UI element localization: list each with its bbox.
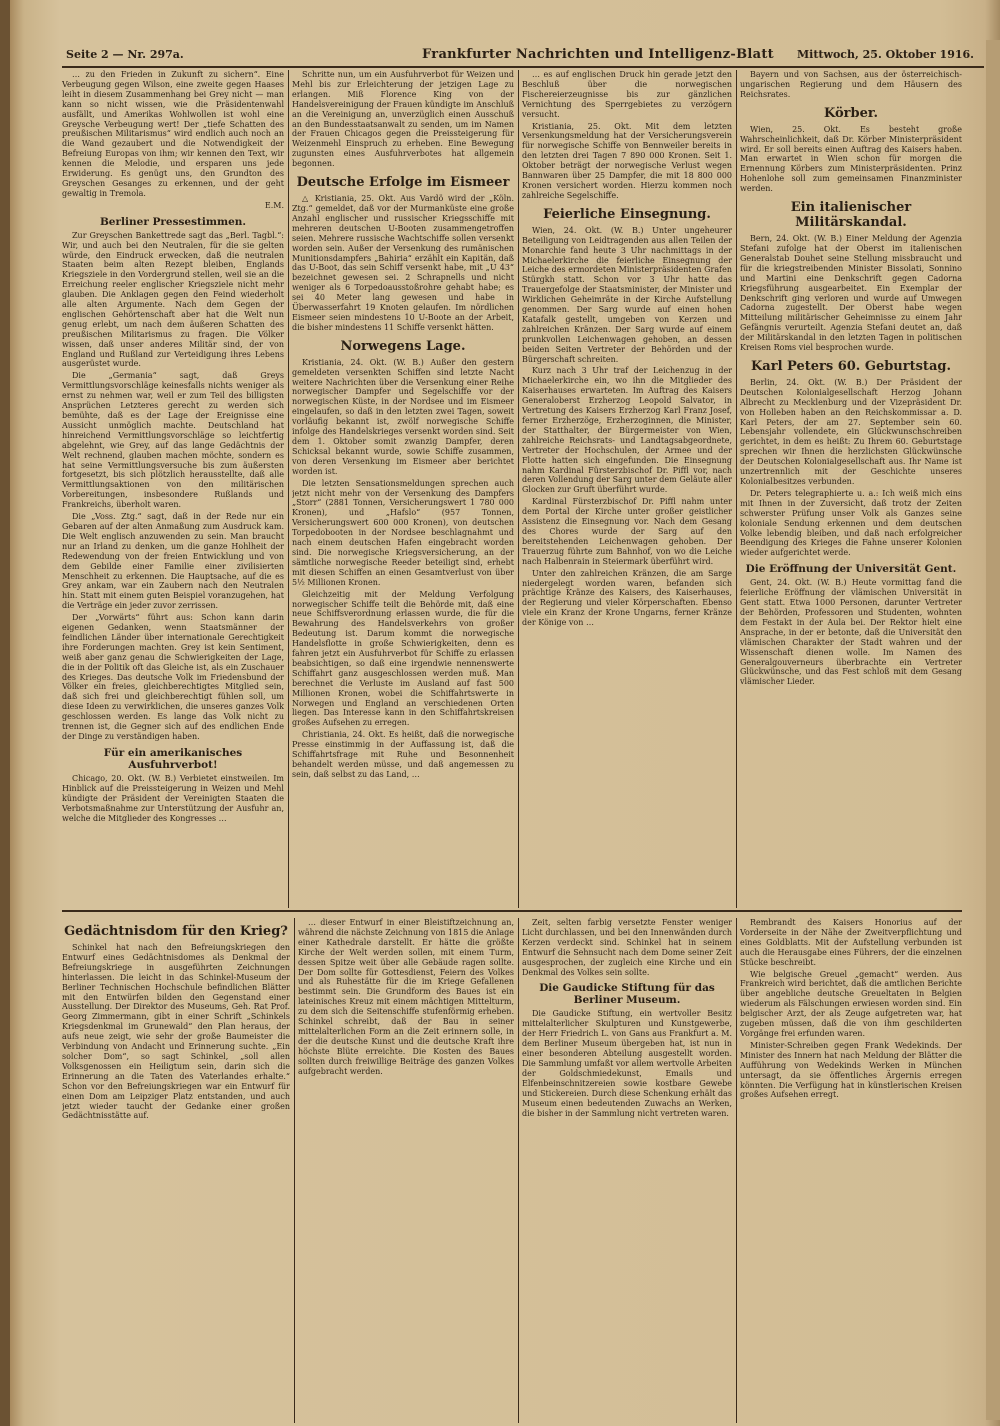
article-heading: Berliner Pressestimmen.: [99, 215, 247, 228]
article-text: Kristiania, 24. Okt. (W. B.) Außer den gestern gemeldeten versenkten Schiffen sind letzte Nacht weitere Nachrichten über die Versenkung einer Reihe norwegischer Dampfer und Segelschiffe vor der norwegischen Küste, in der Nordsee und im Eismeer eingelaufen, so daß in den letzten zwei Tagen, soweit vorläufig bekannt ist, zwölf norwegische Schiffe infolge des Handelskrieges versenkt worden sind. Seit dem 1. Oktober somit zwanzig Dampfer, deren Schicksal bekannt wurde, sowie Schiffe zusammen, von deren Versenkung im Eismeer aber berichtet worden ist.: [292, 357, 514, 476]
article-text: … dieser Entwurf in einer Bleistiftzeichnung an, während die nächste Zeichnung von 1815 die Anlage einer Kathedrale darstellt. Er hätte die größte Kirche der Welt werden sollen, mit einem Turm, dessen Spitze weit über alle Gebäude ragen sollte. Der Dom sollte für Gottesdienst, Feiern des Volkes und als Ruhestätte für die im Kriege Gefallenen bestimmt sein. Die Grundform des Baues ist ein lateinisches Kreuz mit einem mächtigen Mittelturm, zu dem sich die Seitenschiffe stufenförmig erheben. Schinkel schreibt, daß der Bau in seiner mittelalterlichen Form an die Zeit erinnern solle, in der die deutsche Kunst und die deutsche Kraft ihre höchste Blüte erreichte. Die Kosten des Baues sollten durch freiwillige Beiträge des ganzen Volkes aufgebracht werden.: [298, 918, 514, 1076]
article-text: Gleichzeitig mit der Meldung Verfolgung norwegischer Schiffe teilt die Behörde mit, daß eine neue Schiffsverordnung erlassen wurde, die für die Bewahrung des Handelsverkehrs von großer Bedeutung ist. Darum kommt die norwegische Handelsflotte in große Schwierigkeiten, denn es fahren jetzt ein Ausfuhrverbot für Schiffe zu erlassen beabsichtigen, so daß eine irgendwie nennenswerte Schiffahrt ganz ausgeschlossen werden muß. Man berechnet die Verluste im Ausland auf fast 500 Millionen Kronen, wobei die Schiffahrtswerte in Norwegen und England an verschiedenen Orten liegen. Das Interesse kann in den Schiffahrtskreisen großes Aufsehen zu erregen.: [292, 589, 514, 728]
article-text: Kristiania, 25. Okt. Mit dem letzten Versenkungsmeldung hat der Versicherungsverein für norwegische Schiffe von Bennweiler bereits in den letzten drei Tagen 7 890 000 Kronen. Seit 1. Oktober beträgt der norwegische Verlust wegen Bannwaren über 25 Dampfer, die mit 18 800 000 Kronen versichert worden. Hierzu kommen noch zahlreiche Segelschiffe.: [522, 121, 732, 200]
section-divider: [62, 910, 962, 912]
article-text: Schinkel hat nach den Befreiungskriegen den Entwurf eines Gedächtnisdomes als Denkmal der Befreiungskriege in ausgeführten Zeichnungen hinterlassen. Die leicht in das Schinkel-Museum der Berliner Technischen Hochschule befindlichen Blätter mit den Entwürfen bilden den Gegenstand einer Ausstellung. Der Direktor des Museums, Geh. Rat Prof. Georg Zimmermann, gibt in einer Schrift „Schinkels Kriegsdenkmal im Grunewald“ den Plan heraus, der aufs neue zeigt, wie sehr der große Baumeister die Verbindung von Andacht und Erinnerung suchte. „Ein solcher Dom“, so sagt Schinkel, „soll allen Volksgenossen ein Heiligtum sein, darin sich die Erinnerung an die Taten des Vaterlandes erhalte.“ Schon vor den Befreiungskriegen war ein Entwurf für einen Dom am Leipziger Platz entstanden, und auch jetzt wieder taucht der Gedanke einer großen Gedächtnisstätte auf.: [62, 943, 290, 1121]
article-text: Der „Vorwärts“ führt aus: Schon kann darin eigenen Gedanken, wenn Staatsmänner der feindlichen Länder über internationale Gerechtigkeit ihre Forderungen machten. Grey ist kein Sentiment, weiß aber ganz genau die Schwierigkeiten der Lage, die in der Politik oft das Gleiche ist, als ein Zuschauer des Krieges. Das deutsche Volk im Friedensbund der Völker ein freies, gleichberechtigtes Mitglied sein, daß sich frei und gleichberechtigt fühlen soll, um diese Ideen zu verwirklichen, die unseres ganzes Volk geschlossen werden. Es lange das Volk nicht zu trennen ist, die Gegner sich auf des endlichen Ende der Dinge zu verständigen haben.: [62, 613, 284, 741]
column-4: [740, 70, 962, 908]
article-text: Schritte nun, um ein Ausfuhrverbot für Weizen und Mehl bis zur Erleichterung der jetzigen Lage zu erlangen. Miß Florence King von der Handelsvereinigung der Frauen kündigte im Anschluß an die Vereinigung an, unverzüglich einen Ausschuß an den Bundesstaatsanwalt zu senden, um im Namen der Frauen Chicagos gegen die Preissteigerung für Weizenmehl Einspruch zu erheben. Eine Bewegung zugunsten eines Ausfuhrverbotes hat allgemein begonnen.: [292, 70, 514, 169]
article-text: Gent, 24. Okt. (W. B.) Heute vormittag fand die feierliche Eröffnung der vlämischen Universität in Gent statt. Etwa 1000 Personen, darunter Vertreter der Behörden, Professoren und Studenten, wohnten dem Festakt in der Aula bei. Der Rektor hielt eine Ansprache, in der er betonte, daß die Universität den vlämischen Charakter der Stadt wahren und der Wissenschaft dienen wolle. Im Namen des Generalgouverneurs überbrachte ein Vertreter Glückwünsche, und das Fest schloß mit dem Gesang vlämischer Lieder.: [740, 578, 962, 687]
article-heading: Karl Peters 60. Geburtstag.: [751, 358, 951, 374]
column-rule: [736, 70, 737, 908]
article-text: Kardinal Fürsterzbischof Dr. Piffl nahm unter dem Portal der Kirche unter großer geistlicher Assistenz die Einsegnung vor. Nach dem Gesang des Chores wurde der Sarg auf den bereitstehenden Leichenwagen gehoben. Der Trauerzug führte zum Bahnhof, von wo die Leiche nach Halbenrain in Steiermark überführt wird.: [522, 497, 732, 566]
article-text: Die letzten Sensationsmeldungen sprechen auch jetzt nicht mehr von der Versenkung des Dampfers „Storr“ (2881 Tonnen, Versicherungswert 1 780 000 Kronen), und „Hafslo“ (957 Tonnen, Versicherungswert 600 000 Kronen), von deutschen Torpedobooten in der Nordsee beschlagnahmt und nach einem deutschen Hafen eingebracht worden sind. Die norwegische Kriegsversicherung, an der sämtliche norwegische Reeder beteiligt sind, erhebt mit diesen Schiffen an einen Gesamtverlust von über 5½ Millionen Kronen.: [292, 478, 514, 587]
feuilleton-column-2: [298, 918, 514, 1423]
column-rule: [518, 70, 519, 908]
book-spine: [0, 0, 10, 1426]
article-heading: Feierliche Einsegnung.: [543, 206, 711, 222]
article-text: … es auf englischen Druck hin gerade jetzt den Beschluß über die norwegischen Fischereierzeugnisse bis zur gänzlichen Vernichtung des Sperrgebietes zu verzögern versucht.: [522, 70, 732, 119]
page-header: [62, 44, 984, 68]
article-text: Die „Germania“ sagt, daß Greys Vermittlungsvorschläge keinesfalls nichts weniger als ernst zu nehmen war, weil er zum Teil des billigsten Ansprüchen Letzteres gerecht zu werden sich bemühte, daß es der Lage der Ereignisse eine Aussicht unmöglich machte. Deutschland hat hinreichend Vermittlungsvorschläge so leichtfertig abgelehnt, wie Grey, auf das lange Gedächtnis der Welt rechnend, glauben machen möchte, sondern es hat seine Vermittlungsversuche bis zum äußersten fortgesetzt, bis sich plötzlich herausstellte, daß alle Vermittlungsaktionen von den militärischen Vorbereitungen, insbesondere Rußlands und Frankreichs, überholt waren.: [62, 371, 284, 510]
article-text: Wien, 24. Okt. (W. B.) Unter ungeheurer Beteiligung von Leidtragenden aus allen Teilen der Monarchie fand heute 3 Uhr nachmittags in der Michaelerkirche die feierliche Einsegnung der Leiche des ermordeten Ministerpräsidenten Grafen Stürgkh statt. Schon vor 3 Uhr hatte das Trauergefolge der Staatsminister, der Minister und Wirklichen Geheimräte in der Kirche Aufstellung genommen. Der Sarg wurde auf einen hohen Katafalk gestellt, umgeben von Kerzen und zahlreichen Kränzen. Der Sarg wurde auf einem prunkvollen Leichenwagen gehoben, an dessen beiden Seiten Vertreter der Behörden und der Bürgerschaft schreiten.: [522, 225, 732, 364]
column-rule: [288, 70, 289, 908]
article-heading: Deutsche Erfolge im Eismeer: [296, 175, 510, 191]
feuilleton-column-4: [740, 918, 962, 1423]
issue-date: Mittwoch, 25. Oktober 1916.: [796, 48, 974, 61]
article-text: Rembrandt des Kaisers Honorius auf der Vorderseite in der Nähe der Zweitverpflichtung und eines Goldblatts. Mit der Aufstellung verbunden ist auch die Herausgabe eines Führers, der die einzelnen Stücke beschreibt.: [740, 918, 962, 967]
article-text: … zu den Frieden in Zukunft zu sichern“. Eine Verbeugung gegen Wilson, eine zweite gegen Haases leiht in diesem Zusammenhang bei Grey nicht — man kann so nicht wissen, wie die Präsidentenwahl ausfällt, und Amerikas Wohlwollen ist wohl eine Greysche Verbeugung wert! Der „tiefe Schatten des preußischen Militarismus“ wird endlich auch noch an die Wand gezaubert und die Notwendigkeit der Befreiung Europas von ihm; wir kennen den Text, wir kennen die Melodie, und ersparen uns jede Erwiderung. Es genügt uns, den Grundton des Greyschen Gesanges zu erkennen, und der geht gewaltig in Tremola.: [62, 70, 284, 198]
column-rule: [518, 918, 519, 1423]
article-text: △ Kristiania, 25. Okt. Aus Vardö wird der „Köln. Ztg.“ gemeldet, daß vor der Murmanküste eine große Anzahl englischer und russischer Kriegsschiffe mit mehreren deutschen U-Booten zusammengetroffen seien. Mehrere russische Wachtschiffe sollen versenkt worden sein. Außer der Versenkung des rumänischen Munitionsdampfers „Bahiria“ erzählt ein Kapitän, daß das U-Boot, das sein Schiff versenkt habe, mit „U 43“ bezeichnet gewesen sei. 2 Schrapnells und nicht weniger als 6 Torpedoausstoßrohre gehabt habe; es sei 40 Meter lang gewesen und habe in Überwasserfahrt 19 Knoten gelaufen. Im nördlichen Eismeer seien mindestens 10 U-Boote an der Arbeit, die bisher mindestens 11 Schiffe versenkt hätten.: [292, 194, 514, 332]
column-1: [62, 70, 284, 908]
author-signature: E.M.: [264, 200, 284, 210]
page-edge: [986, 40, 1000, 1420]
article-heading: Körber.: [823, 105, 879, 121]
article-text: Zeit, selten farbig versetzte Fenster weniger Licht durchlassen, und bei den Innenwänden durch Kerzen verdeckt sind. Schinkel hat in seinem Entwurf die Sehnsucht nach dem Dome seiner Zeit ausgesprochen, der zugleich eine Kirche und ein Denkmal des Volkes sein sollte.: [522, 918, 732, 977]
article-heading: Die Eröffnung der Universität Gent.: [745, 563, 957, 576]
article-text: Bayern und von Sachsen, aus der österreichisch-ungarischen Regierung und dem Häusern des Reichsrates.: [740, 70, 962, 99]
article-text: Chicago, 20. Okt. (W. B.) Verbietet einstweilen. Im Hinblick auf die Preissteigerung in Weizen und Mehl kündigte der Präsident der Vereinigten Staaten die Verbotsmaßnahme zur Unterstützung der Ausfuhr an, welche die Mitglieder des Kongresses …: [62, 773, 284, 823]
article-text: Christiania, 24. Okt. Es heißt, daß die norwegische Presse einstimmig in der Auffassung ist, daß die Schiffahrtsfrage mit Ruhe und Besonnenheit behandelt werden müsse, und daß angemessen zu sein, daß selbst zu das Land, …: [292, 730, 514, 779]
article-text: Minister-Schreiben gegen Frank Wedekinds. Der Minister des Innern hat nach Meldung der Blätter die Aufführung von Wedekinds Werken in München untersagt, da sie öffentliches Ärgernis erregen könnten. Die Verfügung hat in künstlerischen Kreisen großes Aufsehen erregt.: [740, 1040, 962, 1100]
article-text: Wien, 25. Okt. Es besteht große Wahrscheinlichkeit, daß Dr. Körber Ministerpräsident wird. Er soll bereits einen Auftrag des Kaisers haben. Man erwartet in Wien schon für morgen die Ernennung Körbers zum Ministerpräsidenten. Prinz Hohenlohe soll zum gemeinsamen Finanzminister werden.: [740, 124, 962, 194]
column-3: [522, 70, 732, 908]
article-heading: Die Gaudicke Stiftung für das Berliner Museum.: [539, 982, 715, 1007]
article-text: Wie belgische Greuel „gemacht“ werden. Aus Frankreich wird berichtet, daß die amtlichen Berichte über angebliche deutsche Greueltaten in Belgien wiederum als Fälschungen erwiesen worden sind. Ein belgischer Arzt, der als Zeuge aufgetreten war, hat zugeben müssen, daß die von ihm geschilderten Vorgänge frei erfunden waren.: [740, 969, 962, 1038]
column-2: [292, 70, 514, 908]
column-rule: [736, 918, 737, 1423]
article-text: Die Gaudicke Stiftung, ein wertvoller Besitz mittelalterlicher Skulpturen und Kunstgewerbe, der Herr Friedrich L. von Gans aus Frankfurt a. M. dem Berliner Museum übergeben hat, ist nun in einer besonderen Abteilung ausgestellt worden. Die Sammlung umfaßt vor allem wertvolle Arbeiten der Goldschmiedekunst, Emails und Elfenbeinschnitzereien sowie kostbare Gewebe und Stickereien. Durch diese Schenkung erhält das Museum einen bedeutenden Zuwachs an Werken, die bisher in der Sammlung nicht vertreten waren.: [522, 1009, 732, 1118]
article-text: Bern, 24. Okt. (W. B.) Einer Meldung der Agenzia Stefani zufolge hat der Oberst im italienischen Generalstab Douhet seine Stellung missbraucht und für die kriegstreibenden Minister Bissolati, Sonnino und Martini eine Denkschrift gegen Cadorna Kriegsführung ausgearbeitet. Ein Exemplar der Denkschrift ging verloren und wurde auf Umwegen Cadorna zugestellt. Der Oberst habe wegen Mitteilung militärischer Geheimnisse zu einem Jahr Gefängnis verurteilt. Agenzia Stefani deutet an, daß der Militärskandal in den letzten Tagen in politischen Kreisen Roms viel besprochen wurde.: [740, 234, 962, 353]
article-text: Unter den zahlreichen Kränzen, die am Sarge niedergelegt worden waren, befanden sich prächtige Kränze des Kaisers, des Kaiserhauses, der Regierung und vieler Körperschaften. Ebenso viele ein Kranz der Krone Ungarns, ferner Kränze der Könige von …: [522, 568, 732, 628]
feuilleton-column-1: [62, 918, 290, 1423]
article-text: Zur Greyschen Bankettrede sagt das „Berl. Tagbl.“: Wir, und auch bei den Neutralen, für die sie gelten würde, den Eindruck erwecken, daß die neutralen Staaten beim alten Rezept bleiben, Englands Kriegsziele in den Vordergrund stellen, weil sie an die Erreichung reeler englischer Kriegsziele nicht mehr glauben. Die Anklagen gegen den Feind wiederholt alle alten Argumente. Nach dem Gegen der englischen Gehörtenschaft aber hat die Welt nun genug erlebt, um nach dem äußeren Schatten des preußischen Militarismus zu fragen. Die Völker wissen, daß unser anderes Militär sind, der von England und Rußland zur Verteidigung ihres Lebens ausgerüstet wurde.: [62, 230, 284, 369]
article-heading: Für ein amerikanisches Ausfuhrverbot!: [103, 746, 243, 771]
article-text: Berlin, 24. Okt. (W. B.) Der Präsident der Deutschen Kolonialgesellschaft Herzog Johann Albrecht zu Mecklenburg und der Vizepräsident Dr. von Holleben haben an den Reichskommissar a. D. Karl Peters, der am 27. September sein 60. Lebensjahr vollendete, ein Glückwunschschreiben gerichtet, in dem es heißt: Zu Ihrem 60. Geburtstage sprechen wir Ihnen die herzlichsten Glückwünsche der Deutschen Kolonialgesellschaft aus. Ihr Name ist unzertrennlich mit der Geschichte unseres Kolonialbesitzes verbunden.: [740, 377, 962, 486]
article-heading: Gedächtnisdom für den Krieg?: [64, 924, 288, 939]
article-text: Kurz nach 3 Uhr traf der Leichenzug in der Michaelerkirche ein, wo ihn die Mitglieder des Kaiserhauses erwarteten. Im Auftrag des Kaisers Generaloberst Erzherzog Leopold Salvator, in Vertretung des Kaisers Erzherzog Karl Franz Josef, ferner Erzherzöge, Erzherzoginnen, die Minister, der Statthalter, der Bürgermeister von Wien, zahlreiche Reichsrats- und Landtagsabgeordnete, Vertreter der Hochschulen, der Armee und der Flotte hatten sich eingefunden. Die Einsegnung nahm Kardinal Fürsterzbischof Dr. Piffl vor, nach deren Vollendung der Sarg unter dem Geläute aller Glocken zur Gruft überführt wurde.: [522, 366, 732, 495]
article-heading: Ein italienischer Militärskandal.: [790, 200, 912, 231]
column-rule: [294, 918, 295, 1423]
article-heading: Norwegens Lage.: [340, 338, 466, 354]
newspaper-title: Frankfurter Nachrichten und Intelligenz-Blatt: [422, 47, 774, 62]
feuilleton-column-3: [522, 918, 732, 1423]
article-text: Dr. Peters telegraphierte u. a.: Ich weiß mich eins mit Ihnen in der Zuversicht, daß trotz der Zeiten schwerster Prüfung unser Volk als Ganzes seine koloniale Sendung erkennen und dem deutschen Volke lebendig bleiben, und daß nach erfolgreicher Beendigung des Krieges die Fahne unserer Kolonien wieder aufgerichtet werde.: [740, 488, 962, 558]
page-number: Seite 2 — Nr. 297a.: [66, 48, 184, 61]
article-text: Die „Voss. Ztg.“ sagt, daß in der Rede nur ein Gebaren auf der alten Anmaßung zum Ausdruck kam. Die Welt englisch anzuwenden zu sein. Man braucht nur an Irland zu denken, um die ganze Hohlheit der Redewendung von der freien Entwicklung und von dem Gebilde einer Familie einer zivilisierten Menschheit zu erkennen. Die Hauptsache, auf die es Grey ankam, war ein Zaubern nach den Neutralen hin. Statt mit einem guten Beispiel voranzugehen, hat die Verträge ein jeder zuvor zerrissen.: [62, 512, 284, 611]
